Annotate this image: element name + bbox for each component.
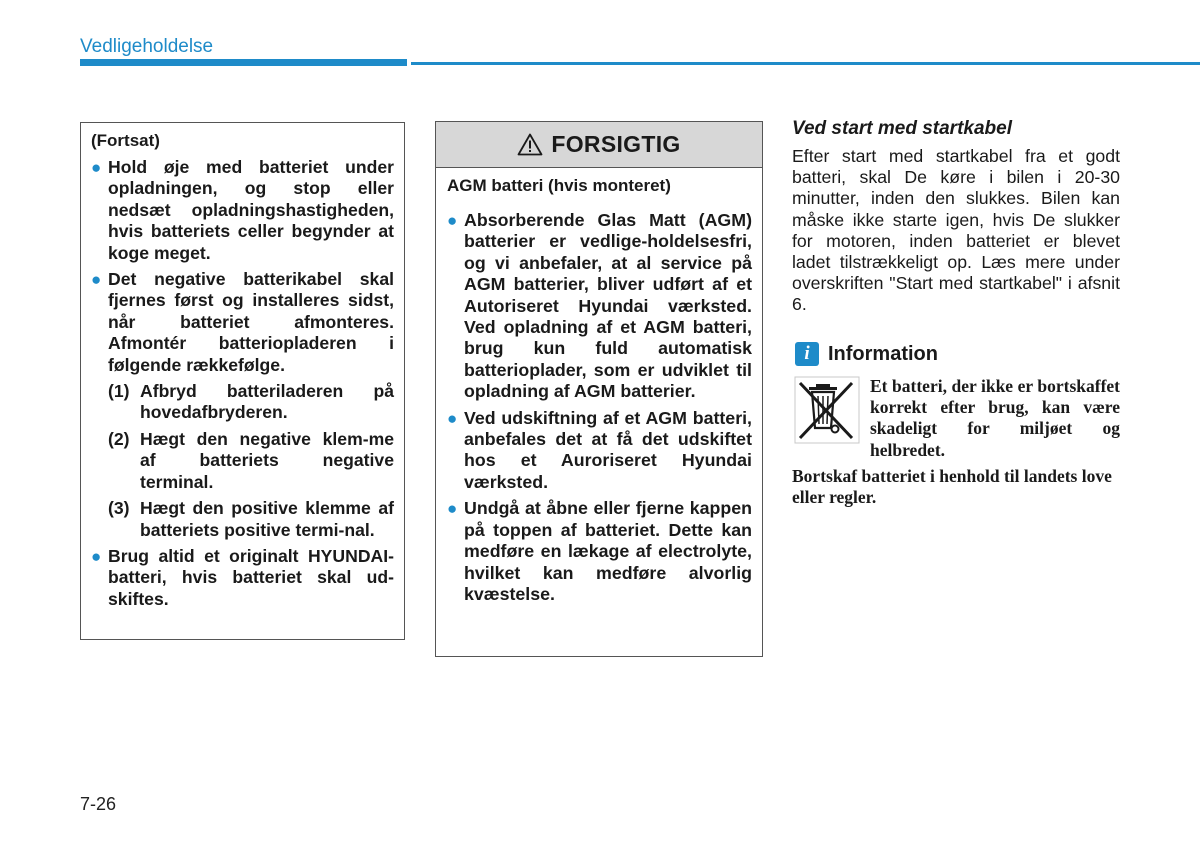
caution-subtitle: AGM batteri (hvis monteret) (447, 176, 671, 195)
information-heading (795, 342, 938, 366)
section-heading: Ved start med startkabel (792, 118, 1012, 139)
list-item: ● Ved udskiftning af et AGM batteri, anbefales det at få det udskiftet hos et Auroriseret Hyundai værksted. (447, 407, 752, 492)
step-item: (1) Afbryd batteriladeren på hovedafbryderen. (108, 381, 394, 423)
section-title: Vedligeholdelse (80, 36, 214, 57)
bullet-icon: ● (91, 270, 102, 290)
list-item: ● Absorberende Glas Matt (AGM) batterier er vedlige-holdelsesfri, og vi anbefaler, at al service på AGM batterier, bliver udført af et Autoriseret Hyundai værksted. Ved opladning af et AGM batteri, brug kun fuld automatisk batterioplader, som er udviklet til opladning af AGM batterier. (447, 210, 752, 402)
information-title: Information (828, 342, 938, 365)
list-item: ● Brug altid et originalt HYUNDAI-batteri, hvis batteriet skal ud-skiftes. (91, 545, 394, 609)
page-number: 7-26 (80, 794, 117, 814)
header-rule-thin (411, 62, 1200, 65)
step-item: (3) Hægt den positive klemme af batteriets positive termi-nal. (108, 498, 394, 540)
caution-box (435, 121, 763, 657)
header-rule-thick (80, 59, 407, 66)
list-item: ● Hold øje med batteriet under opladningen, og stop eller nedsæt opladningshastigheden, hvis batteriets celler begynder at koge meget. (91, 157, 394, 263)
disposal-instruction: Bortskaf batteriet i henhold til landets love eller regler. (792, 466, 1112, 508)
list-item: ● Det negative batterikabel skal fjernes først og installeres sidst, når batteriet afmonteres. Afmontér batteriopladeren i følgende rækkefølge. (91, 269, 394, 375)
continued-warning-box (80, 122, 405, 640)
bullet-icon: ● (91, 546, 102, 566)
continued-label: (Fortsat) (91, 131, 160, 150)
caution-title: FORSIGTIG (551, 131, 681, 157)
disposal-note: Et batteri, der ikke er bortskaffet korrekt efter brug, kan være skadeligt for miljøet og helbredet. (870, 376, 1120, 460)
bullet-icon: ● (447, 408, 458, 428)
crossed-bin-icon (794, 376, 860, 444)
step-item: (2) Hægt den negative klem-me af batteriets negative terminal. (108, 428, 394, 492)
warning-triangle-icon (517, 133, 543, 156)
bullet-icon: ● (447, 499, 458, 519)
info-icon: i (795, 342, 819, 366)
bullet-icon: ● (447, 211, 458, 230)
section-paragraph: Efter start med startkabel fra et godt batteri, skal De køre i bilen i 20-30 minutter, inden den slukkes. Bilen kan måske ikke starte igen, hvis De slukker for motoren, inden batteriet er blevet ladet tilstrækkeligt op. Læs mere under overskriften "Start med startkabel" i afsnit 6. (792, 146, 1120, 315)
list-item: ● Undgå at åbne eller fjerne kappen på toppen af batteriet. Dette kan medføre en lækage af electrolyte, hvilket kan medføre alvorlig kvæstelse. (447, 498, 752, 604)
bullet-icon: ● (91, 158, 102, 177)
caution-header (436, 122, 762, 168)
jump-start-section (792, 118, 1120, 316)
